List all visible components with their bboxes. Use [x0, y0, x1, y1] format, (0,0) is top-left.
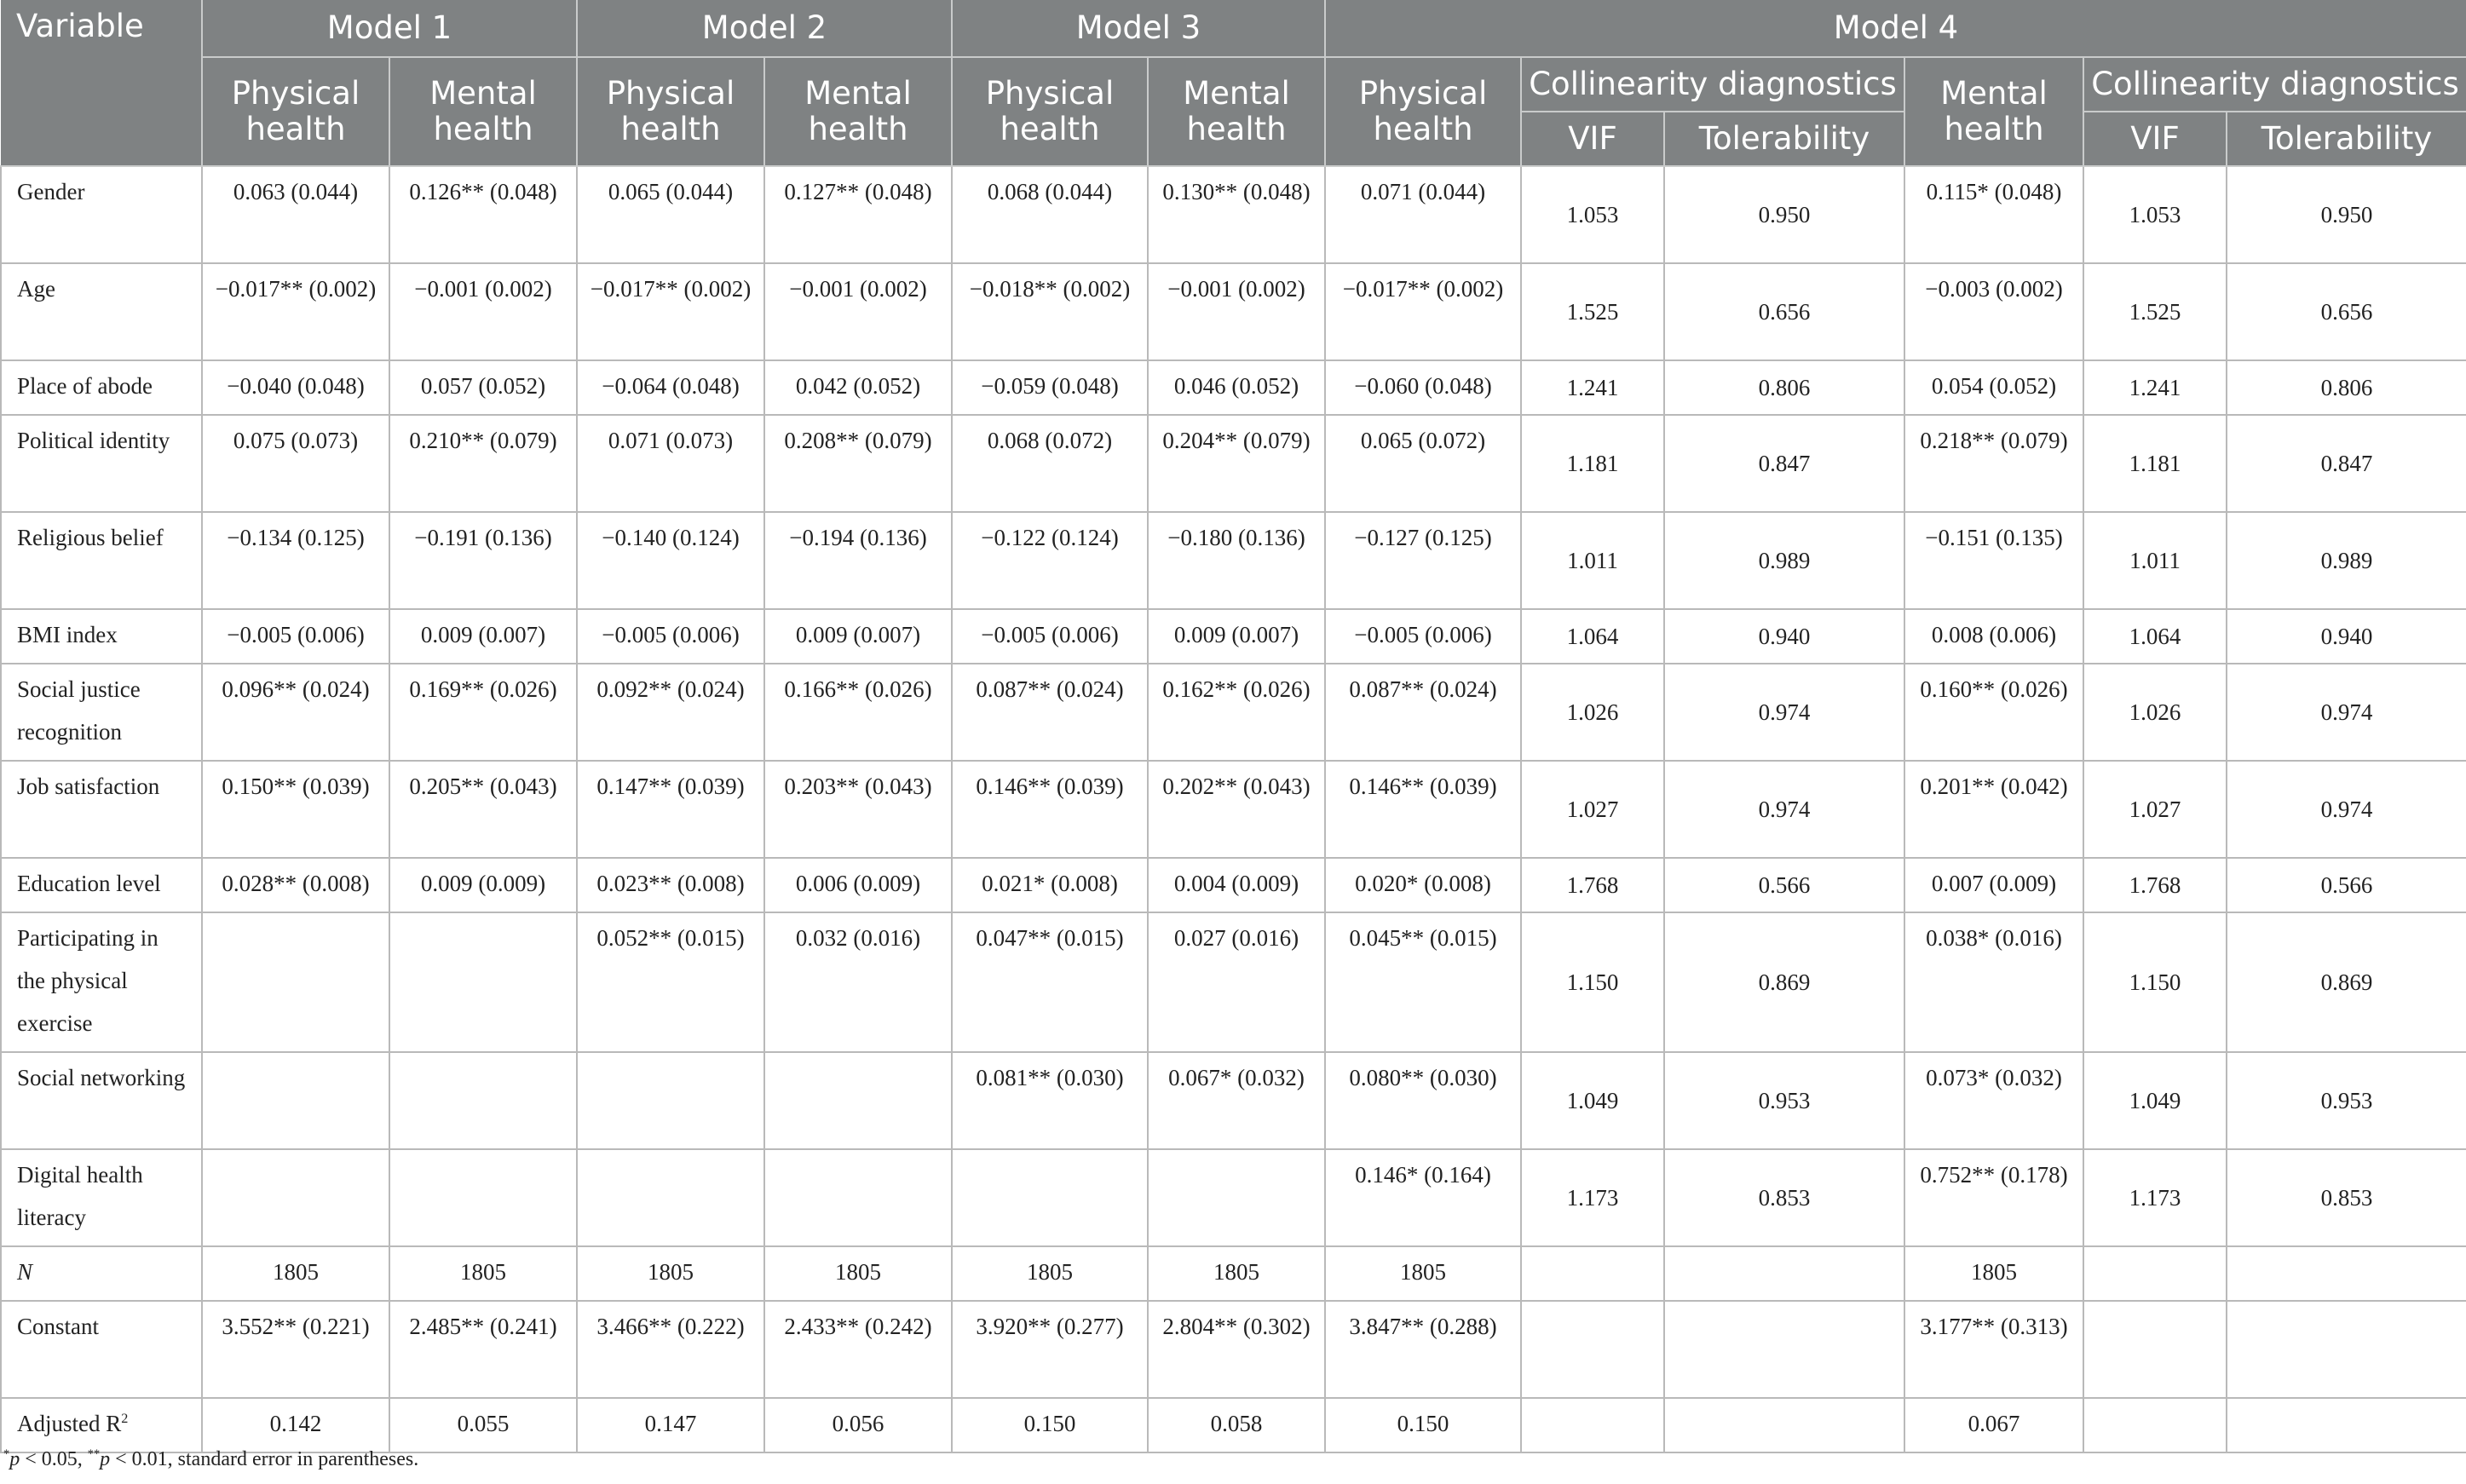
- cell-m4-vif-mental: 1.241: [2083, 360, 2227, 415]
- cell-m2-mental: 2.433** (0.242): [764, 1301, 952, 1398]
- cell-m4-mental: 0.115* (0.048): [1904, 166, 2083, 263]
- cell-m2-mental: −0.194 (0.136): [764, 512, 952, 609]
- row-label: Social justice recognition: [1, 664, 202, 761]
- cell-m4-vif-mental: 1.150: [2083, 912, 2227, 1052]
- cell-m4-tolerability-physical: 0.566: [1664, 858, 1904, 912]
- row-label: Age: [1, 263, 202, 360]
- cell-m1-mental: 0.126** (0.048): [389, 166, 577, 263]
- header-m1-mental-health: Mental health: [389, 57, 577, 166]
- cell-m4-tolerability-physical: 0.869: [1664, 912, 1904, 1052]
- cell-m4-mental: 0.038* (0.016): [1904, 912, 2083, 1052]
- cell-m4-vif-physical: 1.064: [1521, 609, 1664, 664]
- cell-m3-physical: 1805: [952, 1246, 1148, 1301]
- table-body: [1, 166, 2466, 1452]
- cell-m1-mental: 0.205** (0.043): [389, 761, 577, 858]
- cell-m1-physical: 0.028** (0.008): [202, 858, 389, 912]
- cell-m4-vif-mental: 1.064: [2083, 609, 2227, 664]
- cell-m4-vif-mental: 1.768: [2083, 858, 2227, 912]
- cell-m2-physical: −0.140 (0.124): [577, 512, 764, 609]
- cell-m1-physical: 0.142: [202, 1398, 389, 1452]
- cell-m4-tolerability-mental: 0.847: [2227, 415, 2466, 512]
- cell-m3-mental: 0.046 (0.052): [1148, 360, 1325, 415]
- cell-m4-tolerability-physical: 0.847: [1664, 415, 1904, 512]
- cell-m4-vif-mental: [2083, 1246, 2227, 1301]
- row-label: Adjusted $R^2$: [1, 1398, 202, 1452]
- cell-m4-physical: 3.847** (0.288): [1325, 1301, 1521, 1398]
- cell-m1-mental: [389, 1149, 577, 1246]
- cell-m1-mental: 0.009 (0.007): [389, 609, 577, 664]
- cell-m4-tolerability-physical: 0.853: [1664, 1149, 1904, 1246]
- cell-m2-physical: 3.466** (0.222): [577, 1301, 764, 1398]
- cell-m3-physical: 0.068 (0.072): [952, 415, 1148, 512]
- header-m3-mental-health: Mental health: [1148, 57, 1325, 166]
- cell-m3-mental: 1805: [1148, 1246, 1325, 1301]
- cell-m3-mental: 0.204** (0.079): [1148, 415, 1325, 512]
- table-row: [1, 1301, 2466, 1398]
- cell-m3-physical: 0.087** (0.024): [952, 664, 1148, 761]
- table-row: [1, 512, 2466, 609]
- cell-m3-physical: −0.122 (0.124): [952, 512, 1148, 609]
- header-m4-collinearity-mental: Collinearity diagnostics: [2083, 57, 2466, 112]
- cell-m2-mental: 0.032 (0.016): [764, 912, 952, 1052]
- cell-m1-physical: [202, 1052, 389, 1149]
- cell-m1-physical: [202, 1149, 389, 1246]
- cell-m1-mental: −0.001 (0.002): [389, 263, 577, 360]
- header-m1-physical-health: Physical health: [202, 57, 389, 166]
- row-label: Education level: [1, 858, 202, 912]
- cell-m4-vif-mental: 1.173: [2083, 1149, 2227, 1246]
- row-label: Constant: [1, 1301, 202, 1398]
- cell-m1-physical: 3.552** (0.221): [202, 1301, 389, 1398]
- cell-m3-mental: 0.130** (0.048): [1148, 166, 1325, 263]
- cell-m4-mental: −0.003 (0.002): [1904, 263, 2083, 360]
- header-model-1: Model 1: [202, 0, 577, 57]
- cell-m2-mental: 0.203** (0.043): [764, 761, 952, 858]
- cell-m4-vif-physical: 1.241: [1521, 360, 1664, 415]
- cell-m3-physical: 0.021* (0.008): [952, 858, 1148, 912]
- cell-m1-mental: 0.169** (0.026): [389, 664, 577, 761]
- cell-m4-vif-mental: 1.053: [2083, 166, 2227, 263]
- cell-m2-physical: 0.071 (0.073): [577, 415, 764, 512]
- table-row: [1, 761, 2466, 858]
- cell-m1-physical: 0.096** (0.024): [202, 664, 389, 761]
- cell-m4-tolerability-mental: 0.656: [2227, 263, 2466, 360]
- cell-m4-vif-mental: 1.049: [2083, 1052, 2227, 1149]
- header-tolerability-mental: Tolerability: [2227, 112, 2466, 166]
- cell-m4-physical: 0.150: [1325, 1398, 1521, 1452]
- cell-m1-physical: 0.075 (0.073): [202, 415, 389, 512]
- header-m4-physical-health: Physical health: [1325, 57, 1521, 166]
- cell-m1-mental: 0.210** (0.079): [389, 415, 577, 512]
- table-row: [1, 263, 2466, 360]
- header-m2-physical-health: Physical health: [577, 57, 764, 166]
- cell-m4-physical: 0.146** (0.039): [1325, 761, 1521, 858]
- row-label: Religious belief: [1, 512, 202, 609]
- table-row: [1, 1398, 2466, 1452]
- cell-m4-tolerability-physical: 0.940: [1664, 609, 1904, 664]
- cell-m4-vif-physical: 1.011: [1521, 512, 1664, 609]
- row-label: Place of abode: [1, 360, 202, 415]
- table-row: [1, 166, 2466, 263]
- cell-m4-tolerability-physical: 0.989: [1664, 512, 1904, 609]
- row-label: Digital health literacy: [1, 1149, 202, 1246]
- cell-m4-vif-physical: 1.181: [1521, 415, 1664, 512]
- cell-m4-tolerability-mental: 0.974: [2227, 664, 2466, 761]
- cell-m4-tolerability-physical: 0.953: [1664, 1052, 1904, 1149]
- cell-m3-mental: 0.027 (0.016): [1148, 912, 1325, 1052]
- table-row: [1, 1052, 2466, 1149]
- cell-m4-mental: 0.073* (0.032): [1904, 1052, 2083, 1149]
- row-label: Political identity: [1, 415, 202, 512]
- table-row: [1, 1149, 2466, 1246]
- cell-m4-vif-physical: 1.525: [1521, 263, 1664, 360]
- cell-m4-vif-physical: 1.173: [1521, 1149, 1664, 1246]
- cell-m4-vif-physical: 1.150: [1521, 912, 1664, 1052]
- cell-m4-mental: 1805: [1904, 1246, 2083, 1301]
- cell-m4-mental: −0.151 (0.135): [1904, 512, 2083, 609]
- table-footnote: *p < 0.05, **p < 0.01, standard error in parentheses.: [3, 1447, 419, 1470]
- row-label: Social networking: [1, 1052, 202, 1149]
- cell-m3-physical: −0.018** (0.002): [952, 263, 1148, 360]
- cell-m1-physical: −0.005 (0.006): [202, 609, 389, 664]
- header-model-4: Model 4: [1325, 0, 2466, 57]
- cell-m3-physical: 0.047** (0.015): [952, 912, 1148, 1052]
- header-model-2: Model 2: [577, 0, 952, 57]
- cell-m4-mental: 0.201** (0.042): [1904, 761, 2083, 858]
- cell-m1-mental: 1805: [389, 1246, 577, 1301]
- cell-m4-physical: 1805: [1325, 1246, 1521, 1301]
- cell-m2-mental: 0.127** (0.048): [764, 166, 952, 263]
- cell-m2-physical: 0.052** (0.015): [577, 912, 764, 1052]
- cell-m4-mental: 3.177** (0.313): [1904, 1301, 2083, 1398]
- table-row: [1, 1246, 2466, 1301]
- cell-m4-vif-mental: [2083, 1301, 2227, 1398]
- cell-m3-physical: 0.150: [952, 1398, 1148, 1452]
- cell-m2-physical: [577, 1052, 764, 1149]
- cell-m2-mental: 0.006 (0.009): [764, 858, 952, 912]
- cell-m4-physical: 0.146* (0.164): [1325, 1149, 1521, 1246]
- cell-m3-mental: 0.067* (0.032): [1148, 1052, 1325, 1149]
- cell-m1-mental: 0.009 (0.009): [389, 858, 577, 912]
- cell-m4-vif-mental: 1.026: [2083, 664, 2227, 761]
- cell-m1-mental: [389, 912, 577, 1052]
- row-label: Gender: [1, 166, 202, 263]
- table-row: [1, 664, 2466, 761]
- cell-m4-vif-physical: [1521, 1301, 1664, 1398]
- cell-m3-mental: [1148, 1149, 1325, 1246]
- cell-m4-tolerability-physical: 0.974: [1664, 664, 1904, 761]
- cell-m4-physical: 0.065 (0.072): [1325, 415, 1521, 512]
- cell-m1-physical: −0.134 (0.125): [202, 512, 389, 609]
- cell-m4-vif-physical: [1521, 1246, 1664, 1301]
- cell-m4-tolerability-mental: [2227, 1246, 2466, 1301]
- cell-m4-tolerability-physical: [1664, 1246, 1904, 1301]
- cell-m3-physical: 0.081** (0.030): [952, 1052, 1148, 1149]
- table-row: [1, 609, 2466, 664]
- cell-m3-physical: 0.146** (0.039): [952, 761, 1148, 858]
- cell-m4-physical: −0.017** (0.002): [1325, 263, 1521, 360]
- cell-m4-tolerability-mental: [2227, 1398, 2466, 1452]
- cell-m3-physical: −0.059 (0.048): [952, 360, 1148, 415]
- cell-m4-vif-physical: 1.049: [1521, 1052, 1664, 1149]
- header-m2-mental-health: Mental health: [764, 57, 952, 166]
- cell-m4-mental: 0.160** (0.026): [1904, 664, 2083, 761]
- row-label: Participating in the physical exercise: [1, 912, 202, 1052]
- header-variable: Variable: [1, 0, 202, 166]
- cell-m4-mental: 0.054 (0.052): [1904, 360, 2083, 415]
- cell-m4-tolerability-mental: 0.940: [2227, 609, 2466, 664]
- cell-m4-vif-physical: 1.027: [1521, 761, 1664, 858]
- cell-m2-physical: [577, 1149, 764, 1246]
- header-vif-physical: VIF: [1521, 112, 1664, 166]
- cell-m4-vif-physical: 1.053: [1521, 166, 1664, 263]
- cell-m2-physical: −0.064 (0.048): [577, 360, 764, 415]
- cell-m4-tolerability-mental: 0.950: [2227, 166, 2466, 263]
- cell-m3-physical: [952, 1149, 1148, 1246]
- header-m4-mental-health: Mental health: [1904, 57, 2083, 166]
- header-vif-mental: VIF: [2083, 112, 2227, 166]
- cell-m4-tolerability-mental: 0.566: [2227, 858, 2466, 912]
- cell-m4-tolerability-mental: 0.953: [2227, 1052, 2466, 1149]
- cell-m4-tolerability-mental: 0.869: [2227, 912, 2466, 1052]
- cell-m1-mental: −0.191 (0.136): [389, 512, 577, 609]
- cell-m2-mental: −0.001 (0.002): [764, 263, 952, 360]
- cell-m4-vif-mental: 1.011: [2083, 512, 2227, 609]
- cell-m2-physical: 0.092** (0.024): [577, 664, 764, 761]
- cell-m4-tolerability-physical: 0.950: [1664, 166, 1904, 263]
- header-tolerability-physical: Tolerability: [1664, 112, 1904, 166]
- cell-m1-physical: 0.063 (0.044): [202, 166, 389, 263]
- cell-m2-mental: 0.009 (0.007): [764, 609, 952, 664]
- cell-m4-tolerability-mental: 0.974: [2227, 761, 2466, 858]
- cell-m1-physical: 0.150** (0.039): [202, 761, 389, 858]
- table-row: [1, 360, 2466, 415]
- cell-m2-mental: 0.042 (0.052): [764, 360, 952, 415]
- cell-m4-mental: 0.067: [1904, 1398, 2083, 1452]
- cell-m4-tolerability-physical: 0.806: [1664, 360, 1904, 415]
- cell-m4-physical: 0.020* (0.008): [1325, 858, 1521, 912]
- cell-m4-vif-mental: 1.525: [2083, 263, 2227, 360]
- header-m3-physical-health: Physical health: [952, 57, 1148, 166]
- cell-m4-tolerability-mental: [2227, 1301, 2466, 1398]
- cell-m2-mental: 0.208** (0.079): [764, 415, 952, 512]
- cell-m4-vif-mental: 1.027: [2083, 761, 2227, 858]
- cell-m3-mental: −0.180 (0.136): [1148, 512, 1325, 609]
- cell-m4-physical: 0.045** (0.015): [1325, 912, 1521, 1052]
- cell-m2-physical: 0.147: [577, 1398, 764, 1452]
- cell-m2-mental: 0.166** (0.026): [764, 664, 952, 761]
- row-label: Job satisfaction: [1, 761, 202, 858]
- cell-m4-tolerability-mental: 0.989: [2227, 512, 2466, 609]
- cell-m1-physical: −0.017** (0.002): [202, 263, 389, 360]
- cell-m4-vif-physical: 1.768: [1521, 858, 1664, 912]
- cell-m1-mental: 2.485** (0.241): [389, 1301, 577, 1398]
- cell-m1-mental: [389, 1052, 577, 1149]
- cell-m3-mental: 0.009 (0.007): [1148, 609, 1325, 664]
- cell-m4-mental: 0.007 (0.009): [1904, 858, 2083, 912]
- cell-m4-vif-physical: 1.026: [1521, 664, 1664, 761]
- cell-m4-physical: −0.005 (0.006): [1325, 609, 1521, 664]
- cell-m4-mental: 0.218** (0.079): [1904, 415, 2083, 512]
- cell-m3-mental: 0.162** (0.026): [1148, 664, 1325, 761]
- cell-m1-physical: [202, 912, 389, 1052]
- header-model-3: Model 3: [952, 0, 1325, 57]
- cell-m4-physical: −0.060 (0.048): [1325, 360, 1521, 415]
- cell-m3-physical: 3.920** (0.277): [952, 1301, 1148, 1398]
- cell-m3-physical: 0.068 (0.044): [952, 166, 1148, 263]
- table-row: [1, 912, 2466, 1052]
- cell-m3-mental: −0.001 (0.002): [1148, 263, 1325, 360]
- table-row: [1, 415, 2466, 512]
- cell-m2-physical: −0.017** (0.002): [577, 263, 764, 360]
- cell-m2-mental: 1805: [764, 1246, 952, 1301]
- cell-m4-tolerability-mental: 0.806: [2227, 360, 2466, 415]
- cell-m4-tolerability-physical: [1664, 1301, 1904, 1398]
- cell-m1-mental: 0.057 (0.052): [389, 360, 577, 415]
- cell-m1-physical: 1805: [202, 1246, 389, 1301]
- cell-m4-vif-mental: [2083, 1398, 2227, 1452]
- cell-m2-physical: 1805: [577, 1246, 764, 1301]
- header-m4-collinearity-physical: Collinearity diagnostics: [1521, 57, 1904, 112]
- row-label: N: [1, 1246, 202, 1301]
- cell-m4-physical: −0.127 (0.125): [1325, 512, 1521, 609]
- cell-m3-mental: 0.202** (0.043): [1148, 761, 1325, 858]
- cell-m4-tolerability-physical: 0.656: [1664, 263, 1904, 360]
- cell-m4-physical: 0.087** (0.024): [1325, 664, 1521, 761]
- cell-m4-vif-physical: [1521, 1398, 1664, 1452]
- row-label: BMI index: [1, 609, 202, 664]
- cell-m4-vif-mental: 1.181: [2083, 415, 2227, 512]
- cell-m3-mental: 0.004 (0.009): [1148, 858, 1325, 912]
- cell-m4-tolerability-physical: [1664, 1398, 1904, 1452]
- cell-m1-mental: 0.055: [389, 1398, 577, 1452]
- cell-m3-mental: 0.058: [1148, 1398, 1325, 1452]
- cell-m3-physical: −0.005 (0.006): [952, 609, 1148, 664]
- cell-m2-physical: −0.005 (0.006): [577, 609, 764, 664]
- cell-m2-mental: [764, 1149, 952, 1246]
- table-row: [1, 858, 2466, 912]
- cell-m4-physical: 0.080** (0.030): [1325, 1052, 1521, 1149]
- cell-m4-mental: 0.752** (0.178): [1904, 1149, 2083, 1246]
- cell-m3-mental: 2.804** (0.302): [1148, 1301, 1325, 1398]
- cell-m2-mental: 0.056: [764, 1398, 952, 1452]
- cell-m4-tolerability-physical: 0.974: [1664, 761, 1904, 858]
- cell-m2-physical: 0.023** (0.008): [577, 858, 764, 912]
- cell-m2-physical: 0.147** (0.039): [577, 761, 764, 858]
- cell-m2-mental: [764, 1052, 952, 1149]
- cell-m1-physical: −0.040 (0.048): [202, 360, 389, 415]
- cell-m4-tolerability-mental: 0.853: [2227, 1149, 2466, 1246]
- cell-m4-physical: 0.071 (0.044): [1325, 166, 1521, 263]
- cell-m4-mental: 0.008 (0.006): [1904, 609, 2083, 664]
- cell-m2-physical: 0.065 (0.044): [577, 166, 764, 263]
